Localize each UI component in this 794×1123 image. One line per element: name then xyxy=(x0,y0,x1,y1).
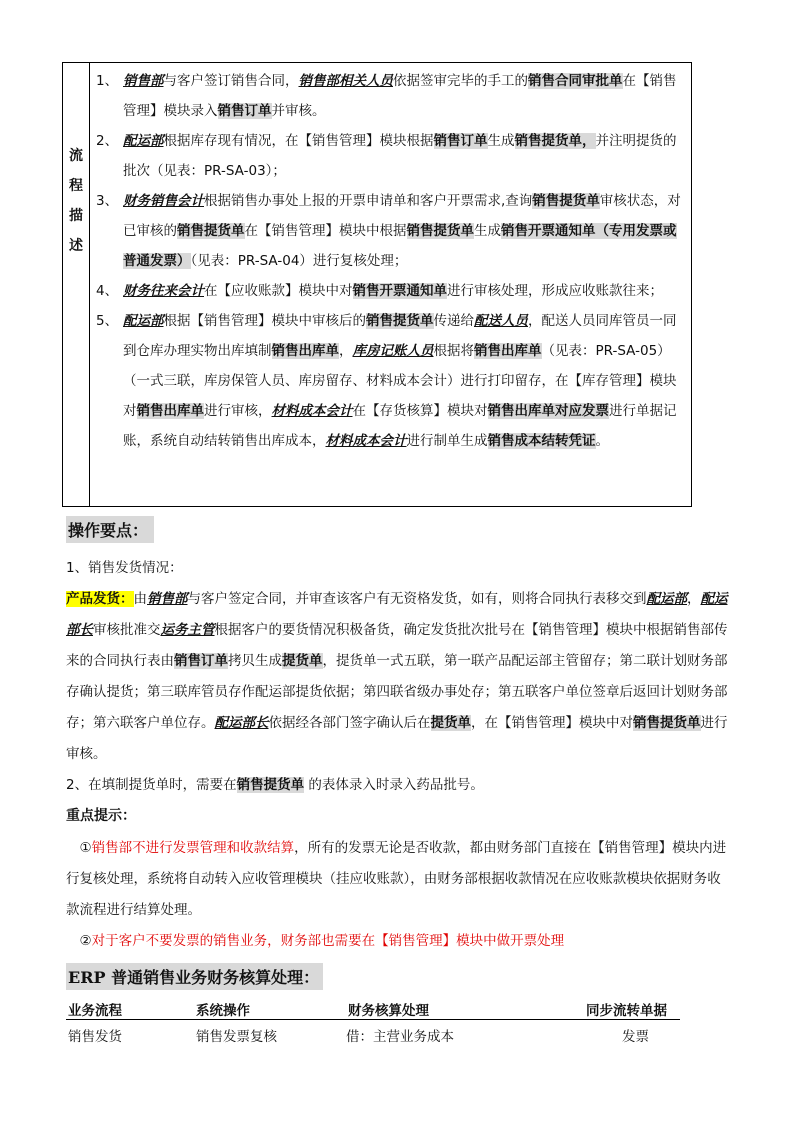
step-number: 4、 xyxy=(96,283,119,299)
text-run: 依据签审完毕的手工的 xyxy=(393,73,528,89)
role-name: 库房记账人员 xyxy=(352,343,434,359)
text-run: 根据库存现有情况，在【销售管理】模块根据 xyxy=(163,133,434,149)
process-steps xyxy=(96,66,688,456)
text-run: ① xyxy=(66,840,92,856)
header-documents: 同步流转单据 xyxy=(586,1003,667,1019)
batch-number-note xyxy=(66,770,730,801)
process-description-label: 流程描述 xyxy=(69,148,83,254)
cell-system-operation: 销售发票复核 xyxy=(196,1029,277,1045)
role-name: 配运部 xyxy=(646,591,687,607)
header-accounting: 财务核算处理 xyxy=(348,1003,429,1019)
key-tips-heading: 重点提示： xyxy=(66,808,136,824)
role-name: 财务往来会计 xyxy=(123,283,204,299)
process-step xyxy=(96,66,688,126)
document-name: 销售提货单 xyxy=(177,223,245,239)
role-name: 配运部长 xyxy=(66,591,728,638)
role-name: 材料成本会计 xyxy=(325,433,407,449)
text-run: ，所有的发票无论是否收款，都由财务部门直接在【销售管理】模块内进行复核处理，系统将自动转入应收管理模块（挂应收账款），由财务部根据收款情况在应收账款模块依据财务收款流程进行结算处理。 xyxy=(66,840,727,918)
role-name: 配运部 xyxy=(123,313,164,329)
warning-text: 对于客户不要发票的销售业务，财务部也需要在【销售管理】模块中做开票处理 xyxy=(91,933,565,949)
document-name: 销售开票通知单 xyxy=(352,283,447,299)
document-name: 销售出库单对应发票 xyxy=(487,403,609,419)
role-name: 材料成本会计 xyxy=(271,403,353,419)
text-run: ， xyxy=(687,591,701,607)
header-system-operation: 系统操作 xyxy=(196,1003,250,1019)
text-run: ，提货单一式五联，第一联产品配运部主管留存；第二联计划财务部存确认提货；第三联库管员存作配运部提货依据；第四联省级办事处存；第五联客户单位签章后返回计划财务部存；第六联客户单位存。 xyxy=(66,653,728,731)
document-name: 销售订单 xyxy=(217,103,272,119)
document-name: 销售出库单 xyxy=(271,343,339,359)
text-run: 在【销售管理】模块录入 xyxy=(123,73,677,119)
text-run: 在【存货核算】模块对 xyxy=(352,403,488,419)
document-name: 销售提货单 xyxy=(532,193,600,209)
operation-points-heading: 操作要点： xyxy=(66,516,154,543)
text-run: 与客户签定合同，并审查该客户有无资格发货，如有，则将合同执行表移交到 xyxy=(187,591,647,607)
cell-business-process: 销售发货 xyxy=(68,1029,122,1045)
text-run: 2、在填制提货单时，需要在 xyxy=(66,777,237,793)
text-run: 传递给 xyxy=(433,313,474,329)
erp-accounting-heading: ERP 普通销售业务财务核算处理： xyxy=(66,963,323,990)
role-name: 销售部 xyxy=(123,73,164,89)
text-run: 根据销售办事处上报的开票申请单和客户开票需求,查询 xyxy=(204,193,533,209)
text-run: 在【销售管理】模块中根据 xyxy=(244,223,407,239)
tip-no-invoice-sales xyxy=(66,926,730,957)
text-run: ， xyxy=(339,343,353,359)
text-run: 。 xyxy=(595,433,609,449)
text-run: 进行审核。 xyxy=(66,715,728,762)
role-name: 销售部 xyxy=(147,591,188,607)
document-name: 销售出库单 xyxy=(136,403,204,419)
document-name: 销售合同审批单 xyxy=(528,73,623,89)
text-run: 审核批准交 xyxy=(93,622,161,638)
role-name: 财务销售会计 xyxy=(123,193,204,209)
document-name: 提货单 xyxy=(282,653,323,669)
role-name: 销售部相关人员 xyxy=(298,73,393,89)
role-name: 配运部 xyxy=(123,133,164,149)
text-run: 进行制单生成 xyxy=(406,433,488,449)
process-label-column xyxy=(63,63,90,506)
header-business-process: 业务流程 xyxy=(68,1003,122,1019)
process-step xyxy=(96,276,688,306)
text-run: 生成 xyxy=(474,223,501,239)
text-run: 1、销售发货情况： xyxy=(66,560,183,576)
cell-documents: 发票 xyxy=(622,1029,649,1045)
document-name: 销售出库单 xyxy=(474,343,542,359)
text-run: 进行审核处理，形成应收账款往来； xyxy=(447,283,663,299)
text-run: 根据将 xyxy=(433,343,474,359)
document-name: 销售订单 xyxy=(433,133,488,149)
text-run: 并审核。 xyxy=(271,103,326,119)
text-run: 拷贝生成 xyxy=(228,653,282,669)
warning-text: 销售部不进行发票管理和收款结算 xyxy=(91,840,295,856)
step-number: 5、 xyxy=(96,313,119,329)
process-step xyxy=(96,306,688,456)
step-number: 1、 xyxy=(96,73,119,89)
process-step xyxy=(96,126,688,186)
step-number: 2、 xyxy=(96,133,119,149)
cell-accounting: 借：主营业务成本 xyxy=(346,1029,454,1045)
role-name: 配运部长 xyxy=(214,715,269,731)
document-name: 销售成本结转凭证 xyxy=(487,433,596,449)
highlight-label: 产品发货： xyxy=(66,591,134,607)
text-run: 与客户签订销售合同， xyxy=(163,73,299,89)
document-name: 销售订单 xyxy=(174,653,228,669)
sales-delivery-subheading xyxy=(66,553,730,584)
text-run: 由 xyxy=(133,591,147,607)
process-step xyxy=(96,186,688,276)
text-run: 进行单据记账，系统自动结转销售出库成本， xyxy=(123,403,677,449)
text-run: 的表体录入时录入药品批号。 xyxy=(304,777,484,793)
document-name: 销售提货单 xyxy=(236,777,305,793)
text-run: ② xyxy=(66,933,92,949)
text-run: 根据客户的要货情况积极备货，确定发货批次批号在【销售管理】模块中根据销售部传来的合同执行表由 xyxy=(66,622,728,669)
text-run: 并注明提货的批次（见表：PR-SA-03）； xyxy=(123,133,677,179)
document-name: 销售提货单 xyxy=(366,313,434,329)
document-name: 销售开票通知单（专用发票或普通发票） xyxy=(123,223,677,269)
document-name: 销售提货单 xyxy=(633,715,701,731)
text-run: 审核状态，对已审核的 xyxy=(123,193,681,239)
erp-table-header xyxy=(66,999,680,1020)
tip-invoice-management xyxy=(66,833,730,926)
text-run: 生成 xyxy=(487,133,515,149)
text-run: （见表：PR-SA-05）（一式三联，库房保管人员、库房留存、材料成本会计）进行打印留存，在【库存管理】模块对 xyxy=(123,343,677,419)
text-run: （见表：PR-SA-04）进行复核处理； xyxy=(190,253,408,269)
document-name: 销售提货单， xyxy=(514,133,596,149)
text-run: 进行审核， xyxy=(204,403,272,419)
role-name: 配送人员 xyxy=(474,313,528,329)
text-run: ，配送人员同库管员一同到仓库办理实物出库填制 xyxy=(123,313,677,359)
step-number: 3、 xyxy=(96,193,119,209)
document-name: 销售提货单 xyxy=(406,223,474,239)
text-run: 在【应收账款】模块中对 xyxy=(204,283,353,299)
text-run: 根据【销售管理】模块中审核后的 xyxy=(163,313,366,329)
role-name: 运务主管 xyxy=(160,622,215,638)
product-delivery-paragraph xyxy=(66,584,730,770)
process-table xyxy=(62,62,692,507)
text-run: ，在【销售管理】模块中对 xyxy=(471,715,633,731)
table-row xyxy=(66,1025,680,1045)
document-name: 提货单 xyxy=(430,715,471,731)
text-run: 依据经各部门签字确认后在 xyxy=(268,715,431,731)
